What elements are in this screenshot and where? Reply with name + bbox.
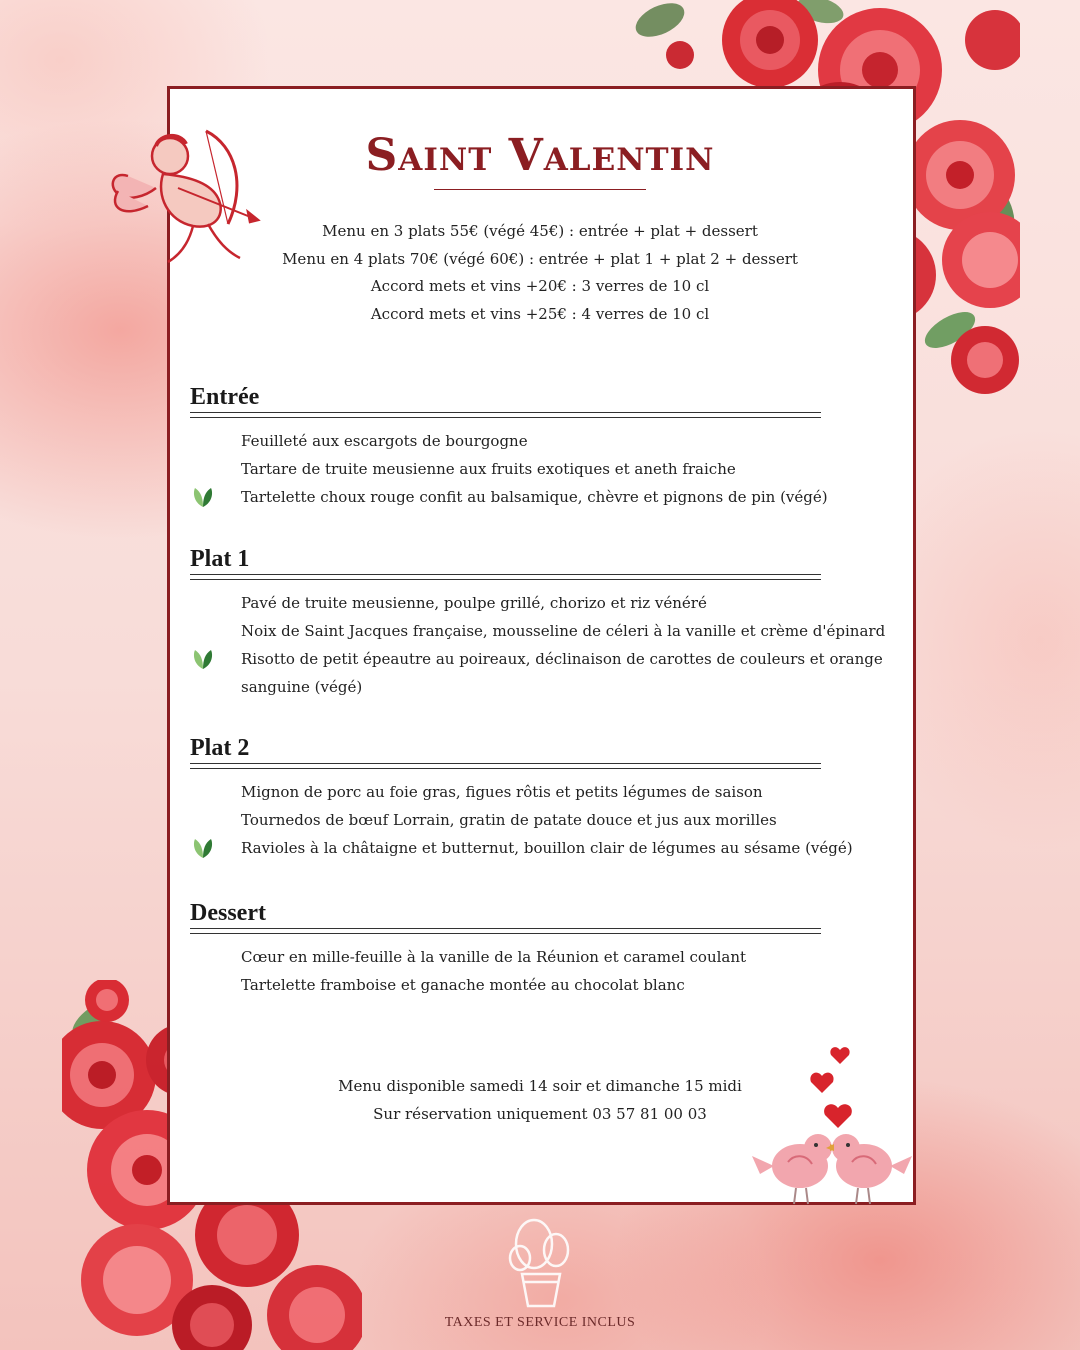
leaf-icon: [191, 486, 215, 508]
availability-text: Menu disponible samedi 14 soir et dimanche 15 midi: [338, 1077, 742, 1095]
page-title: Saint Valentin: [365, 130, 715, 181]
menu-item: Tournedos de bœuf Lorrain, gratin de patate douce et jus aux morilles: [241, 811, 777, 829]
reservation-text: Sur réservation uniquement 03 57 81 00 03: [373, 1105, 707, 1123]
pricing-intro: [0, 218, 1080, 328]
leaf-icon: [191, 648, 215, 670]
section-entree: [190, 383, 910, 511]
section-divider: [190, 412, 821, 418]
menu-item: Noix de Saint Jacques française, mousseline de céleri à la vanille et crème d'épinard: [241, 622, 886, 640]
menu-item-vegetarian: [241, 834, 910, 862]
menu-item-text: Ravioles à la châtaigne et butternut, bouillon clair de légumes au sésame (végé): [241, 839, 853, 857]
menu-item: Feuilleté aux escargots de bourgogne: [241, 432, 528, 450]
pricing-line: Accord mets et vins +25€ : 4 verres de 10 cl: [370, 304, 710, 323]
menu-item-text: Risotto de petit épeautre au poireaux, déclinaison de carottes de couleurs et orange sanguine (végé): [241, 650, 883, 696]
menu-item: Pavé de truite meusienne, poulpe grillé, chorizo et riz vénéré: [241, 594, 707, 612]
section-plat-2: [190, 734, 910, 862]
menu-item: Tartare de truite meusienne aux fruits exotiques et aneth fraiche: [241, 460, 736, 478]
love-birds-icon: [748, 1044, 916, 1206]
section-heading: Entrée: [190, 384, 260, 410]
menu-item-text: Tartelette choux rouge confit au balsamique, chèvre et pignons de pin (végé): [241, 488, 828, 506]
menu-item: Mignon de porc au foie gras, figues rôtis et petits légumes de saison: [241, 783, 763, 801]
pricing-line: Menu en 4 plats 70€ (végé 60€) : entrée + plat 1 + plat 2 + dessert: [282, 249, 798, 268]
menu-item-vegetarian: [241, 645, 910, 701]
section-divider: [190, 763, 821, 769]
section-heading: Plat 1: [190, 546, 250, 572]
tax-note: TAXES ET SERVICE INCLUS: [444, 1315, 636, 1330]
menu-item: Cœur en mille-feuille à la vanille de la Réunion et caramel coulant: [241, 948, 747, 966]
section-heading: Dessert: [190, 900, 266, 926]
cactus-logo-icon: [506, 1216, 574, 1308]
leaf-icon: [191, 837, 215, 859]
availability-note: [0, 1072, 1080, 1128]
section-divider: [190, 928, 821, 934]
section-divider: [190, 574, 821, 580]
pricing-line: Menu en 3 plats 55€ (végé 45€) : entrée + plat + dessert: [322, 222, 758, 240]
section-dessert: [190, 899, 910, 999]
menu-item: Tartelette framboise et ganache montée au chocolat blanc: [241, 976, 685, 994]
section-heading: Plat 2: [190, 735, 250, 761]
title-underline: [434, 189, 646, 190]
section-plat-1: [190, 545, 910, 701]
pricing-line: Accord mets et vins +20€ : 3 verres de 10 cl: [370, 277, 710, 296]
menu-item-vegetarian: [241, 483, 910, 511]
